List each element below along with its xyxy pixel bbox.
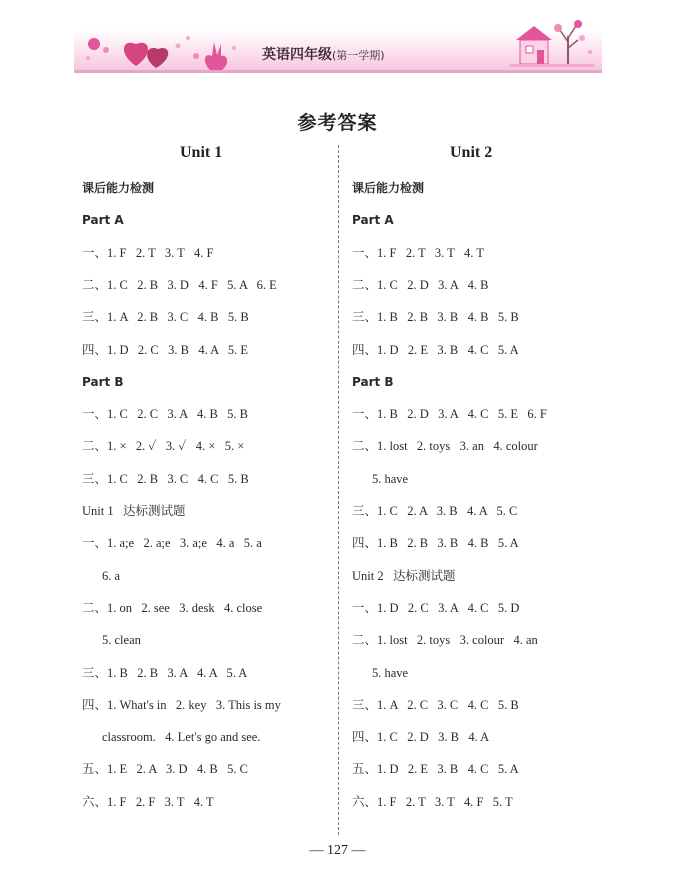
heart-bunny-decoration-icon: [78, 26, 248, 74]
answer-line: 一、1. B 2. D 3. A 4. C 5. E 6. F: [352, 407, 547, 422]
answer-line: 三、1. C 2. B 3. C 4. C 5. B: [82, 471, 249, 486]
answer-line: 一、1. a;e 2. a;e 3. a;e 4. a 5. a: [82, 536, 262, 551]
page-heading: 参考答案: [297, 112, 378, 134]
answer-line: 二、1. lost 2. toys 3. an 4. colour: [352, 439, 538, 454]
section-heading: Part B: [82, 374, 124, 389]
answer-line: 二、1. C 2. D 3. A 4. B: [352, 277, 489, 292]
answer-line: 二、1. C 2. B 3. D 4. F 5. A 6. E: [82, 277, 277, 292]
unit-title: Unit 1: [180, 144, 223, 161]
answer-line: 四、1. D 2. E 3. B 4. C 5. A: [352, 342, 519, 357]
answer-line: 三、1. C 2. A 3. B 4. A 5. C: [352, 504, 518, 518]
answer-line: 四、1. What's in 2. key 3. This is my: [82, 697, 281, 712]
answer-line: 五、1. E 2. A 3. D 4. B 5. C: [82, 762, 248, 777]
answer-line: 二、1. on 2. see 3. desk 4. close: [82, 600, 263, 615]
answer-line: 六、1. F 2. T 3. T 4. F 5. T: [352, 794, 513, 809]
answer-line: classroom. 4. Let's go and see.: [102, 730, 261, 745]
section-heading: Part A: [352, 213, 394, 228]
answer-line: 三、1. A 2. B 3. C 4. B 5. B: [82, 310, 249, 325]
answer-line: 一、1. F 2. T 3. T 4. F: [82, 245, 214, 260]
answer-line: 5. have: [372, 665, 409, 680]
book-title-main: 英语四年级: [262, 47, 332, 63]
book-title: [262, 44, 385, 64]
answer-line: 六、1. F 2. F 3. T 4. T: [82, 794, 214, 809]
answer-line: 6. a: [102, 568, 121, 583]
answer-line: Unit 1 达标测试题: [82, 504, 186, 518]
section-heading: Part B: [352, 374, 394, 389]
answer-line: 三、1. B 2. B 3. A 4. A 5. A: [82, 665, 248, 680]
answer-line: 三、1. B 2. B 3. B 4. B 5. B: [352, 310, 519, 325]
answer-line: 四、1. C 2. D 3. B 4. A: [352, 730, 490, 745]
house-tree-decoration-icon: [506, 18, 598, 74]
page-number: — 127 —: [309, 843, 366, 858]
answer-line: 四、1. D 2. C 3. B 4. A 5. E: [82, 342, 248, 357]
answer-line: 一、1. F 2. T 3. T 4. T: [352, 245, 484, 260]
book-title-subtitle: (第一学期): [332, 49, 385, 62]
answer-line: 四、1. B 2. B 3. B 4. B 5. A: [352, 536, 519, 551]
answer-line: 5. have: [372, 471, 409, 486]
answer-line: Unit 2 达标测试题: [352, 568, 456, 583]
answer-line: 三、1. A 2. C 3. C 4. C 5. B: [352, 697, 519, 712]
answer-line: 二、1. lost 2. toys 3. colour 4. an: [352, 633, 538, 648]
answer-line: 五、1. D 2. E 3. B 4. C 5. A: [352, 762, 519, 777]
unit-title: Unit 2: [450, 144, 493, 161]
answer-line: 5. clean: [102, 633, 141, 648]
answer-line: 一、1. D 2. C 3. A 4. C 5. D: [352, 600, 520, 615]
column-divider: [338, 145, 339, 835]
section-heading: 课后能力检测: [82, 181, 155, 195]
answer-line: 二、1. × 2. ✓ 3. ✓ 4. × 5. ×: [82, 439, 245, 454]
answer-line: 一、1. C 2. C 3. A 4. B 5. B: [82, 407, 248, 422]
section-heading: 课后能力检测: [352, 181, 425, 195]
section-heading: Part A: [82, 213, 124, 228]
